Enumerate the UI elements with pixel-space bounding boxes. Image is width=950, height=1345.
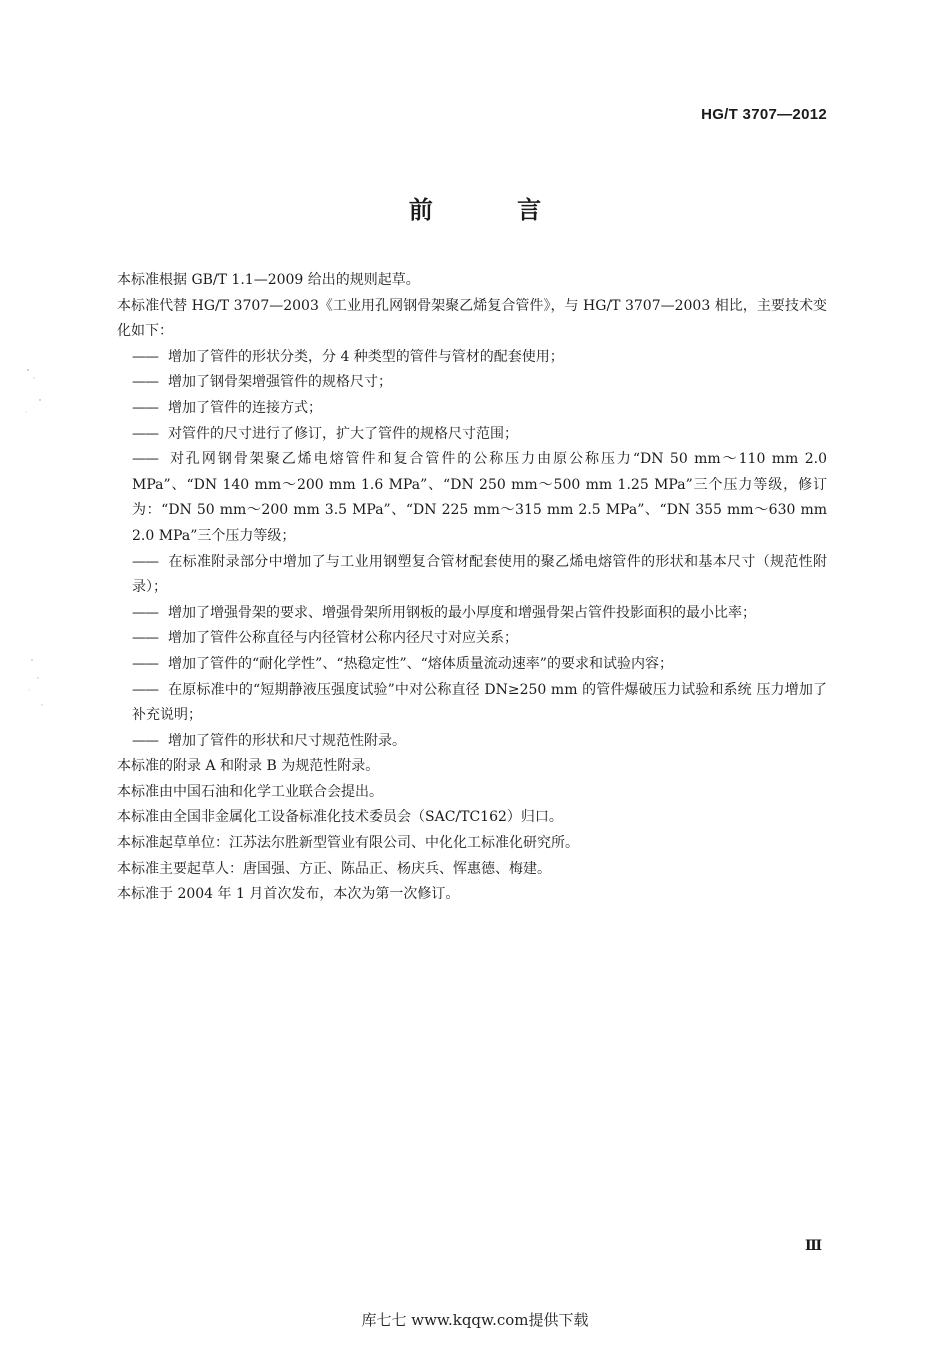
- preface-body: [117, 268, 827, 908]
- page-number: Ⅲ: [804, 1238, 822, 1254]
- dash-marker: ——: [132, 630, 158, 647]
- dash-marker: ——: [132, 451, 158, 468]
- dash-marker: ——: [132, 425, 158, 442]
- dash-marker: ——: [132, 348, 158, 365]
- paragraph: 本标准由中国石油和化学工业联合会提出。: [117, 783, 383, 800]
- dash-marker: ——: [132, 399, 158, 416]
- list-item: —— 增加了管件的形状和尺寸规范性附录。: [132, 729, 827, 755]
- dash-marker: ——: [132, 374, 158, 391]
- dash-marker: ——: [132, 732, 158, 749]
- download-footer: 库七七 www.kqqw.com提供下载: [361, 1311, 589, 1329]
- paragraph: 本标准起草单位：江苏法尔胜新型管业有限公司、中化化工标准化研究所。: [117, 835, 579, 852]
- scan-specks: [20, 360, 50, 760]
- list-item: —— 在原标准中的“短期静液压强度试验”中对公称直径 DN≥250 mm 的管件爆破压力试验和系统 压力增加了补充说明；: [132, 678, 827, 729]
- dash-marker: ——: [132, 604, 158, 621]
- list-item: —— 增加了管件公称直径与内径管材公称内径尺寸对应关系；: [132, 626, 827, 652]
- dash-marker: ——: [132, 553, 158, 570]
- paragraph: 本标准于 2004 年 1 月首次发布，本次为第一次修订。: [117, 886, 460, 903]
- list-item: —— 增加了管件的连接方式；: [132, 396, 827, 422]
- standard-number: HG/T 3707—2012: [701, 106, 827, 123]
- list-item: —— 对孔网钢骨架聚乙烯电熔管件和复合管件的公称压力由原公称压力“DN 50 mm～110 mm 2.0 MPa”、“DN 140 mm～200 mm 1.6 MPa”、“DN 250 mm～500 mm 1.25 MPa”三个压力等级，修订为：“DN 50 mm～200 mm 3.5 MPa”、“DN 225 mm～315 mm 2.5 MPa”、“DN 355 mm～630 mm 2.0 MPa”三个压力等级；: [132, 447, 827, 549]
- list-item: —— 增加了管件的形状分类，分 4 种类型的管件与管材的配套使用；: [132, 345, 827, 371]
- dash-marker: ——: [132, 655, 158, 672]
- paragraph: 本标准由全国非金属化工设备标准化技术委员会（SAC/TC162）归口。: [117, 809, 563, 826]
- changes-list: [117, 345, 827, 755]
- list-item: —— 增加了增强骨架的要求、增强骨架所用钢板的最小厚度和增强骨架占管件投影面积的最小比率；: [132, 601, 827, 627]
- paragraph: 本标准的附录 A 和附录 B 为规范性附录。: [117, 758, 380, 775]
- paragraph: 本标准根据 GB/T 1.1—2009 给出的规则起草。: [117, 272, 420, 288]
- list-item: —— 对管件的尺寸进行了修订，扩大了管件的规格尺寸范围；: [132, 422, 827, 448]
- list-item: —— 增加了管件的“耐化学性”、“热稳定性”、“熔体质量流动速率”的要求和试验内容；: [132, 652, 827, 678]
- page-title: 前 言: [408, 195, 580, 224]
- list-item: —— 增加了钢骨架增强管件的规格尺寸；: [132, 370, 827, 396]
- list-item: —— 在标准附录部分中增加了与工业用钢塑复合管材配套使用的聚乙烯电熔管件的形状和基本尺寸（规范性附录）；: [132, 550, 827, 601]
- paragraph: 本标准主要起草人：唐国强、方正、陈品正、杨庆兵、恽惠德、梅建。: [117, 860, 551, 877]
- dash-marker: ——: [132, 681, 158, 698]
- paragraph: 本标准代替 HG/T 3707—2003《工业用孔网钢骨架聚乙烯复合管件》，与 HG/T 3707—2003 相比，主要技术变化如下：: [117, 297, 827, 340]
